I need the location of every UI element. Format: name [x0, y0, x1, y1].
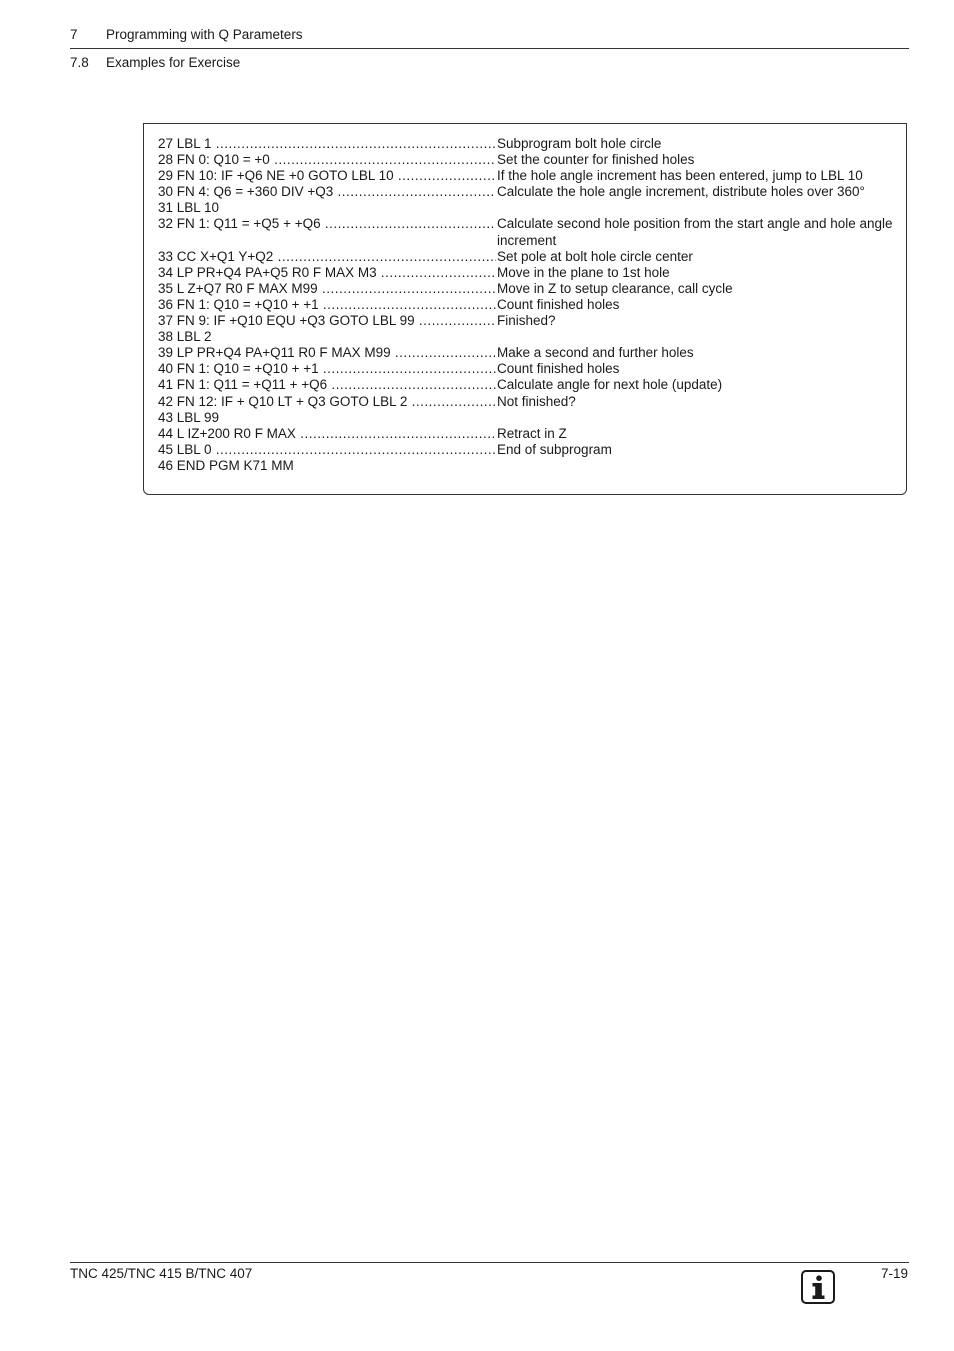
info-icon	[801, 1270, 835, 1304]
program-line	[158, 410, 900, 426]
program-line	[158, 265, 900, 281]
page-number: 7-19	[880, 1266, 908, 1281]
program-comment: Calculate the hole angle increment, distribute holes over 360°	[497, 184, 865, 200]
program-comment	[496, 458, 900, 474]
program-line	[158, 152, 900, 168]
program-code: 30 FN 4: Q6 = +360 DIV +Q3 .....	[158, 184, 496, 200]
program-comment: Count finished holes	[497, 296, 620, 312]
program-code: 33 CC X+Q1 Y+Q2 .....	[158, 249, 496, 265]
program-comment: Calculate second hole position from the start angle and hole angle increment	[497, 216, 893, 248]
program-line	[158, 361, 900, 377]
chapter-heading	[70, 27, 303, 43]
program-comment: Set the counter for finished holes	[497, 152, 695, 168]
program-code: 46 END PGM K71 MM	[158, 457, 294, 473]
program-comment: Move in the plane to 1st hole	[497, 264, 670, 280]
footer-rule	[70, 1262, 909, 1263]
program-line	[158, 200, 900, 216]
program-line	[158, 297, 900, 313]
program-code: 32 FN 1: Q11 = +Q5 + +Q6 .....	[158, 216, 496, 248]
program-comment: Move in Z to setup clearance, call cycle	[497, 280, 733, 296]
section-title: Examples for Exercise	[106, 55, 241, 70]
program-line	[158, 168, 900, 184]
chapter-number: 7	[70, 27, 78, 42]
program-comment	[496, 200, 900, 216]
program-code: 28 FN 0: Q10 = +0 .....	[158, 152, 496, 168]
program-line	[158, 394, 900, 410]
program-line	[158, 458, 900, 474]
program-line	[158, 136, 900, 152]
program-line	[158, 377, 900, 393]
program-comment: End of subprogram	[497, 441, 612, 457]
program-comment: Set pole at bolt hole circle center	[497, 248, 693, 264]
program-code: 42 FN 12: IF + Q10 LT + Q3 GOTO LBL 2 .....	[158, 394, 496, 410]
program-line	[158, 281, 900, 297]
program-code: 36 FN 1: Q10 = +Q10 + +1 .....	[158, 297, 496, 313]
section-number: 7.8	[70, 55, 89, 70]
section-heading	[70, 55, 240, 71]
program-comment: Not finished?	[497, 393, 576, 409]
program-comment: Make a second and further holes	[497, 345, 694, 361]
program-code: 39 LP PR+Q4 PA+Q11 R0 F MAX M99 .....	[158, 345, 496, 361]
program-comment: Calculate angle for next hole (update)	[497, 377, 723, 393]
program-comment	[496, 410, 900, 426]
program-code: 41 FN 1: Q11 = +Q11 + +Q6 .....	[158, 377, 496, 393]
chapter-title: Programming with Q Parameters	[106, 27, 303, 42]
program-code: 27 LBL 1 .....	[158, 136, 496, 152]
program-line	[158, 216, 900, 248]
program-line	[158, 184, 900, 200]
program-line	[158, 329, 900, 345]
program-code: 37 FN 9: IF +Q10 EQU +Q3 GOTO LBL 99 .....	[158, 313, 496, 329]
program-code: 45 LBL 0 .....	[158, 442, 496, 458]
program-line	[158, 345, 900, 361]
program-comment: Subprogram bolt hole circle	[497, 136, 662, 151]
program-line	[158, 442, 900, 458]
program-listing-box	[143, 123, 907, 495]
program-code: 35 L Z+Q7 R0 F MAX M99 .....	[158, 281, 496, 297]
program-code: 38 LBL 2	[158, 329, 212, 345]
program-comment: Retract in Z	[497, 425, 567, 441]
program-comment	[496, 329, 900, 345]
program-comment: Count finished holes	[497, 361, 620, 377]
program-line	[158, 249, 900, 265]
program-code: 44 L IZ+200 R0 F MAX .....	[158, 426, 496, 442]
program-code: 40 FN 1: Q10 = +Q10 + +1 .....	[158, 361, 496, 377]
program-listing	[158, 136, 900, 474]
program-line	[158, 313, 900, 329]
program-code: 43 LBL 99	[158, 409, 220, 425]
program-code: 29 FN 10: IF +Q6 NE +0 GOTO LBL 10 .....	[158, 168, 496, 184]
program-code: 34 LP PR+Q4 PA+Q5 R0 F MAX M3 .....	[158, 265, 496, 281]
program-line	[158, 426, 900, 442]
program-comment: If the hole angle increment has been entered, jump to LBL 10	[497, 168, 863, 184]
program-comment: Finished?	[497, 313, 556, 329]
footer-model-names: TNC 425/TNC 415 B/TNC 407	[70, 1266, 253, 1281]
program-code: 31 LBL 10	[158, 200, 220, 216]
header-rule	[70, 48, 909, 49]
